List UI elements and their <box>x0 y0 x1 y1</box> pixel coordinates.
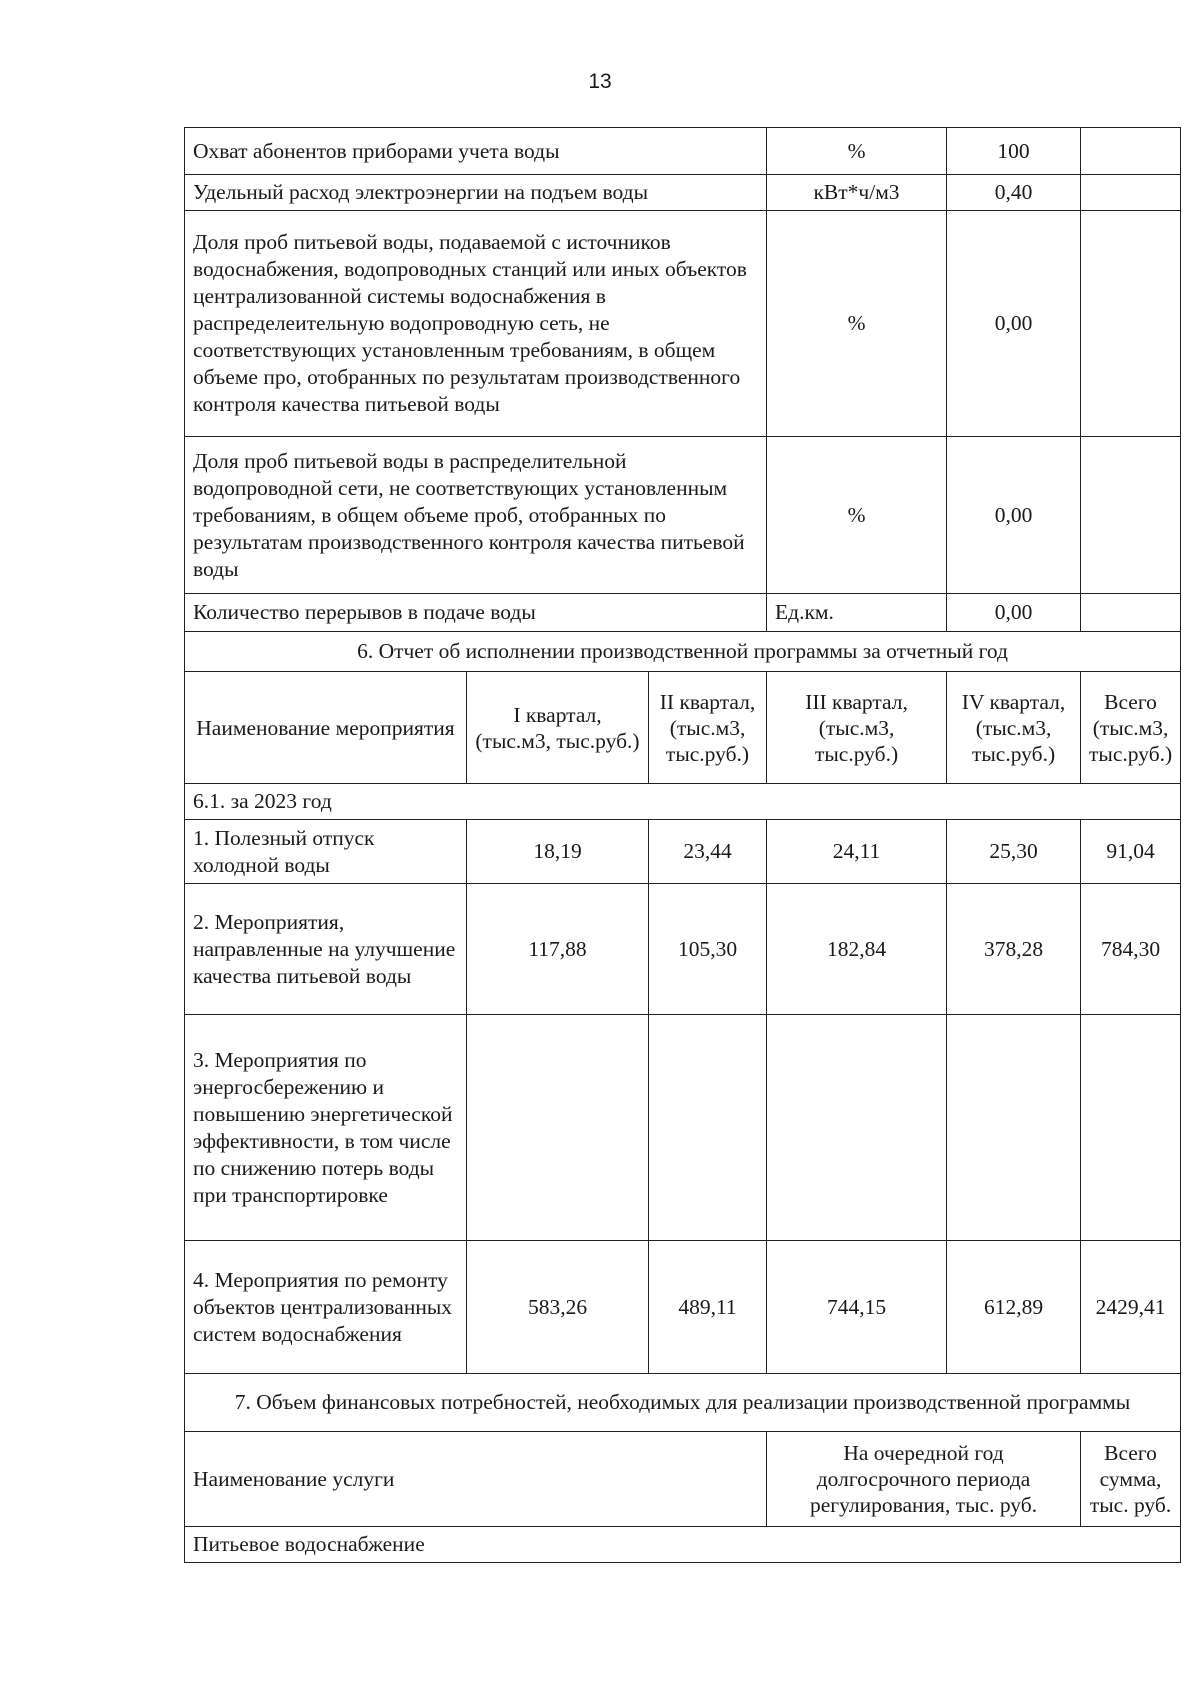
indicator-value: 100 <box>947 128 1081 175</box>
row-q4 <box>947 1015 1081 1241</box>
indicator-value: 0,00 <box>947 211 1081 437</box>
indicator-unit: Ед.км. <box>767 594 947 632</box>
indicator-value: 0,00 <box>947 437 1081 594</box>
row-q2: 489,11 <box>649 1241 767 1374</box>
row-q3: 744,15 <box>767 1241 947 1374</box>
indicator-extra <box>1081 211 1181 437</box>
indicator-name: Охват абонентов приборами учета воды <box>185 128 767 175</box>
indicator-unit: % <box>767 437 947 594</box>
section7-title: 7. Объем финансовых потребностей, необходимых для реализации производственной программы <box>185 1374 1181 1432</box>
row-q1 <box>467 1015 649 1241</box>
section-title-row <box>185 1374 1181 1432</box>
indicator-value: 0,40 <box>947 175 1081 211</box>
section-title-row <box>185 632 1181 672</box>
indicator-name: Количество перерывов в подаче воды <box>185 594 767 632</box>
indicator-extra <box>1081 175 1181 211</box>
section7-header-row <box>185 1432 1181 1527</box>
indicator-row <box>185 211 1181 437</box>
row-q3 <box>767 1015 947 1241</box>
table-row <box>185 884 1181 1015</box>
indicator-extra <box>1081 128 1181 175</box>
row-total: 91,04 <box>1081 820 1181 884</box>
indicator-name: Удельный расход электроэнергии на подъем воды <box>185 175 767 211</box>
header-total: Всего (тыс.м3, тыс.руб.) <box>1081 672 1181 784</box>
row-q1: 18,19 <box>467 820 649 884</box>
row-name: 2. Мероприятия, направленные на улучшение качества питьевой воды <box>185 884 467 1015</box>
row-q1: 117,88 <box>467 884 649 1015</box>
indicator-row <box>185 437 1181 594</box>
row-q2: 23,44 <box>649 820 767 884</box>
row-q4: 25,30 <box>947 820 1081 884</box>
service-name: Питьевое водоснабжение <box>185 1527 1181 1563</box>
document-table <box>184 127 1181 1563</box>
indicator-row <box>185 594 1181 632</box>
table-row <box>185 1015 1181 1241</box>
indicator-row <box>185 175 1181 211</box>
subheading-row <box>185 784 1181 820</box>
row-q3: 24,11 <box>767 820 947 884</box>
indicator-unit: % <box>767 211 947 437</box>
page-number: 13 <box>588 70 612 93</box>
indicator-extra <box>1081 437 1181 594</box>
indicator-row <box>185 128 1181 175</box>
header-service-name: Наименование услуги <box>185 1432 767 1527</box>
section6-header-row <box>185 672 1181 784</box>
header-q4: IV квартал, (тыс.м3, тыс.руб.) <box>947 672 1081 784</box>
row-q2: 105,30 <box>649 884 767 1015</box>
row-q2 <box>649 1015 767 1241</box>
indicator-name: Доля проб питьевой воды в распределительной водопроводной сети, не соответствующих установленным требованиям, в общем объеме проб, отобранных по результатам производственного контроля качества питьевой воды <box>185 437 767 594</box>
header-q2: II квартал, (тыс.м3, тыс.руб.) <box>649 672 767 784</box>
section6-title: 6. Отчет об исполнении производственной программы за отчетный год <box>185 632 1181 672</box>
table-row <box>185 1527 1181 1563</box>
row-q4: 378,28 <box>947 884 1081 1015</box>
table-row <box>185 1241 1181 1374</box>
row-name: 1. Полезный отпуск холодной воды <box>185 820 467 884</box>
row-name: 4. Мероприятия по ремонту объектов централизованных систем водоснабжения <box>185 1241 467 1374</box>
row-q4: 612,89 <box>947 1241 1081 1374</box>
section6-subheading: 6.1. за 2023 год <box>185 784 1181 820</box>
header-q1: I квартал, (тыс.м3, тыс.руб.) <box>467 672 649 784</box>
indicator-extra <box>1081 594 1181 632</box>
row-q3: 182,84 <box>767 884 947 1015</box>
indicator-value: 0,00 <box>947 594 1081 632</box>
indicator-unit: кВт*ч/м3 <box>767 175 947 211</box>
row-q1: 583,26 <box>467 1241 649 1374</box>
row-total <box>1081 1015 1181 1241</box>
table-row <box>185 820 1181 884</box>
row-total: 2429,41 <box>1081 1241 1181 1374</box>
row-total: 784,30 <box>1081 884 1181 1015</box>
header-next-year: На очередной год долгосрочного периода регулирования, тыс. руб. <box>767 1432 1081 1527</box>
row-name: 3. Мероприятия по энергосбережению и повышению энергетической эффективности, в том числе по снижению потерь воды при транспортировке <box>185 1015 467 1241</box>
header-q3: III квартал, (тыс.м3, тыс.руб.) <box>767 672 947 784</box>
indicator-name: Доля проб питьевой воды, подаваемой с источников водоснабжения, водопроводных станций или иных объектов централизованной системы водоснабжения в распределеительную водопроводную сеть, не соответствующих установленным требованиям, в общем объеме про, отобранных по результатам производственного контроля качества питьевой воды <box>185 211 767 437</box>
indicator-unit: % <box>767 128 947 175</box>
header-total-sum: Всего сумма, тыс. руб. <box>1081 1432 1181 1527</box>
header-name: Наименование мероприятия <box>185 672 467 784</box>
